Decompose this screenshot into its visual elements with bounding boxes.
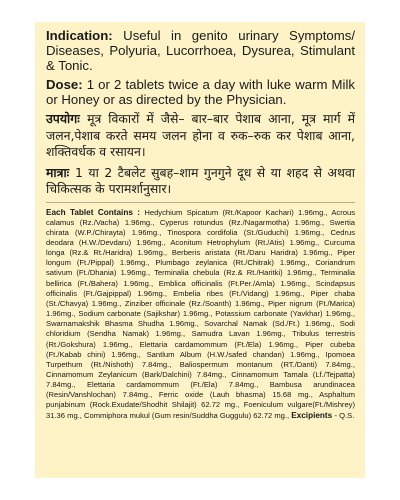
composition-heading: Each Tablet Contains :: [46, 207, 145, 217]
excipients-value: - Q.S.: [334, 410, 355, 420]
upyog-heading: उपयोगः: [46, 111, 88, 126]
matra-heading: मात्राः: [46, 164, 76, 180]
indication-section: [46, 28, 355, 73]
dose-text: 1 or 2 tablets twice a day with luke warm Milk or Honey or as directed by the Physician.: [46, 77, 355, 107]
section-divider: [46, 202, 355, 203]
composition-section: [46, 208, 355, 421]
excipients-label: Excipients: [291, 410, 335, 420]
dose-section: [46, 77, 355, 107]
upyog-section: [46, 111, 355, 161]
product-label-panel: [35, 22, 365, 478]
upyog-text: मूत्र विकारों में जैसे– बार–बार पेशाब आना, मूत्र मार्ग में जलन,पेशाब करते समय जलन होना व रुक–रुक कर पेशाब आना, शक्तिवर्धक व रसायन।: [46, 111, 355, 159]
indication-text: Useful in genito urinary Symptoms/ Diseases, Polyuria, Lucorrhoea, Dysurea, Stimulant & Tonic.: [46, 28, 355, 73]
indication-heading: Indication:: [46, 28, 124, 43]
dose-heading: Dose:: [46, 77, 87, 92]
matra-text: 1 या 2 टैबलेट सुबह–शाम गुनगुने दूध से या शहद से अथवा चिकित्सक के परामर्शानुसार।: [46, 164, 356, 196]
composition-text: Hedychium Spicatum (Rt./Kapoor Kachari) 1.96mg., Acrous calamus (Rz./Vacha) 1.96mg., Cyperus rotundus (Rz./Nagarmotha) 1.96mg., Swertia chirata (W.P./Chirayta) 1.96mg., Tinospora cordifolia (St./Guduchi) 1.96mg., Cedrus deodara (H.W./Devdaru) 1.96mg., Aconitum Hetrophylum (Rt./Atis) 1.96mg., Curcuma longa (Rz.& Rt./Haridra) 1.96mg., Berberis aristata (Rt./Daru Haridra) 1.96mg., Piper longum (Ft./Pippal) 1.96mg., Plumbago zeylanica (Rt./Chitrak) 1.96mg., Coriandrum sativum (Ft./Dhania) 1.96mg., Terminalia chebula (Rz.& Rt./Haritki) 1.96mg., Terminalia bellirica (Ft./Bahera) 1.96mg., Emblica officinalis (Ft.Per./Amla) 1.96mg., Scindapsus officinalis (Ft./Gajpippal) 1.96mg., Embelia ribes (Ft./Vidang) 1.96mg., Piper chaba (St./Chavya) 1.96mg., Zinziber officinale (Rz./Soanth) 1.96mg., Piper nigrum (Ft./Marica) 1.96mg., Sodium carbonate (Sajikshar) 1.96mg., Potassium carbonate (Yavkhar) 1.96mg., Swarnamakshik Bhasma Shudha 1.96mg., Sovarchal Namak (Sd./Ft.) 1.96mg., Sodi chloridium (Sendha Namak) 1.96mg., Samudra Lavan 1.96mg., Tribulus terrestris (Rt./Gokshura) 1.96mg., Elettaria cardamommum (Ft./Ela) 1.96mg., Piper cubeba (Ft./Kabab chini) 1.96mg., Santlum Album (H.W./safed chandan) 1.96mg., Ipomoea Turpethum (Rt./Nishoth) 7.84mg., Baliospermum montanum (RT./Danti) 7.84mg., Cinnamomum Zeylanicum (Bark/Dalchini) 7.84mg., Cinnamomum Tamala (Lf./Tejpatta) 7.84mg., Elettaria cardamommum (Ft./Ela) 7.84mg., Bambusa arundinacea (Resin/Vanshlochan) 7.84mg., Ferric oxide (Lauh bhasma) 15.68 mg., Asphaltum punjabinum (Rock.Exudate/Shodhit Shilajit) 62.72 mg., Foeniculum vulgare(Ft./Mishrey) 31.36 mg., Commiphora mukul (Gum resin/Suddha Guggulu) 62.72 mg.,: [46, 207, 355, 420]
matra-section: [46, 165, 355, 198]
